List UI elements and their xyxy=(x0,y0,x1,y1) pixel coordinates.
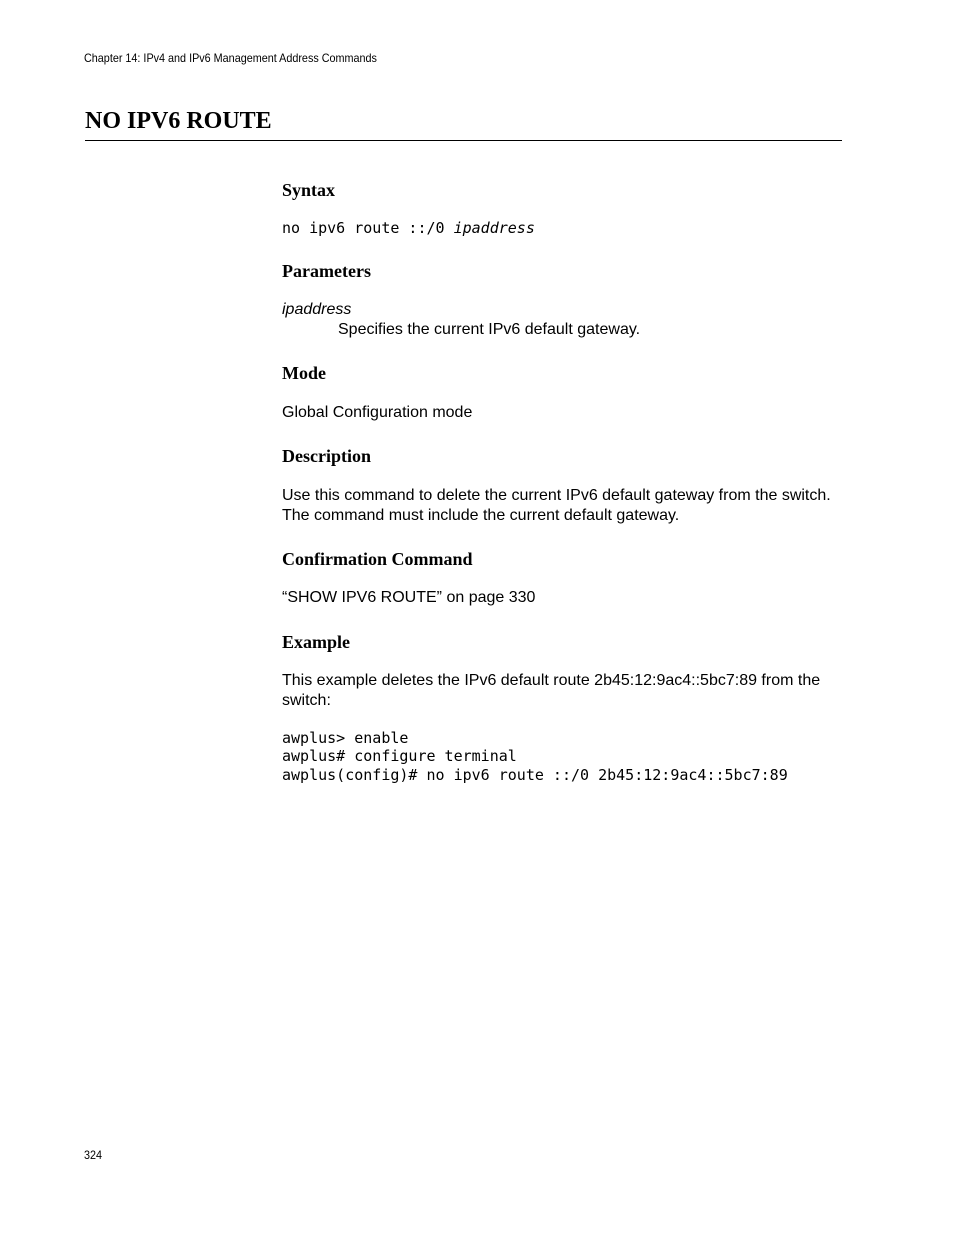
example-code-line: awplus# configure terminal xyxy=(282,747,517,765)
syntax-heading: Syntax xyxy=(282,180,336,200)
syntax-command-text: no ipv6 route ::/0 xyxy=(282,219,454,237)
parameter-description: Specifies the current IPv6 default gateway. xyxy=(338,321,641,338)
parameters-heading: Parameters xyxy=(282,261,371,281)
page-title: NO IPV6 ROUTE xyxy=(85,108,272,134)
confirmation-heading: Confirmation Command xyxy=(282,549,473,569)
description-text: Use this command to delete the current IPv6 default gateway from the switch. The command must include the current default gateway. xyxy=(282,487,831,524)
title-rule xyxy=(85,140,842,141)
parameter-name: ipaddress xyxy=(282,301,352,318)
running-header: Chapter 14: IPv4 and IPv6 Management Address Commands xyxy=(84,51,377,65)
description-heading: Description xyxy=(282,446,371,466)
confirmation-link[interactable]: “SHOW IPV6 ROUTE” on page 330 xyxy=(282,589,536,606)
example-code-line: awplus> enable xyxy=(282,729,409,747)
page-number: 324 xyxy=(84,1148,103,1162)
mode-heading: Mode xyxy=(282,363,326,383)
example-text: This example deletes the IPv6 default route 2b45:12:9ac4::5bc7:89 from the switch: xyxy=(282,672,821,709)
example-code-line: awplus(config)# no ipv6 route ::/0 2b45:12:9ac4::5bc7:89 xyxy=(282,766,788,784)
mode-text: Global Configuration mode xyxy=(282,404,473,421)
syntax-command xyxy=(282,219,535,238)
example-heading: Example xyxy=(282,632,351,652)
syntax-argument: ipaddress xyxy=(453,219,535,237)
